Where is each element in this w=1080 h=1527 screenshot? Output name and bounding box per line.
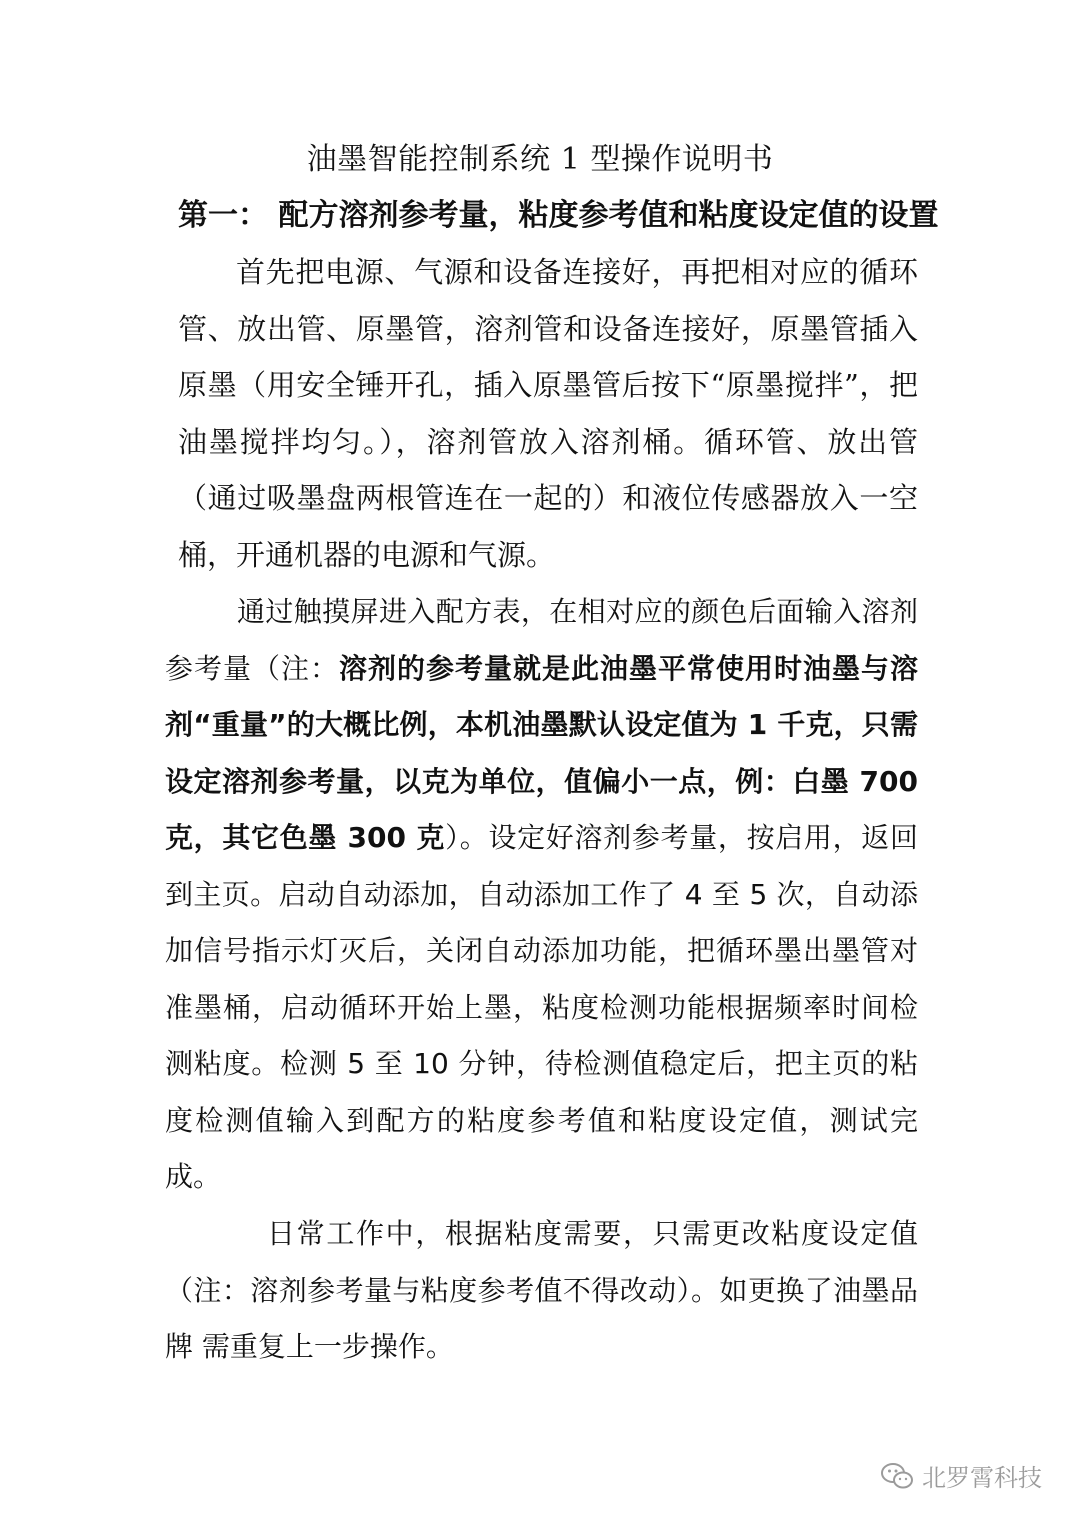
paragraph-formula-text: 通过触摸屏进入配方表，在相对应的颜色后面输入溶剂参考量（注：: [165, 595, 918, 685]
section-heading: 第一： 配方溶剂参考量，粘度参考值和粘度设定值的设置: [178, 198, 939, 233]
paragraph-setup: 首先把电源、气源和设备连接好，再把相对应的循环管、放出管、原墨管，溶剂管和设备连接好，原墨管插入原墨（用安全锤开孔，插入原墨管后按下“原墨搅拌”，把油墨搅拌均匀。），溶剂管放入溶剂桶。循环管、放出管（通过吸墨盘两根管连在一起的）和液位传感器放入一空桶，开通机器的电源和气源。: [178, 255, 918, 572]
paragraph-formula: [165, 584, 918, 1206]
paragraph-formula-text-continued: ）。设定好溶剂参考量，按启用，返回到主页。启动自动添加，自动添加工作了 4 至 5 次，自动添加信号指示灯灭后，关闭自动添加功能，把循环墨出墨管对准墨桶，启动循环开始上墨，粘度检测功能根据频率时间检测粘度。检测 5 至 10 分钟，待检测值稳定后，把主页的粘度检测值输入到配方的粘度参考值和粘度设定值，测试完成。: [165, 821, 918, 1193]
wechat-icon: [880, 1461, 914, 1491]
watermark: [880, 1458, 1042, 1493]
paragraph-daily: 日常工作中，根据粘度需要，只需更改粘度设定值（注：溶剂参考量与粘度参考值不得改动）。如更换了油墨品牌 需重复上一步操作。: [165, 1217, 918, 1363]
paragraph-formula-note: 溶剂的参考量就是此油墨平常使用时油墨与溶剂“重量”的大概比例，本机油墨默认设定值为 1 千克，只需设定溶剂参考量，以克为单位，值偏小一点，例：白墨 700 克，其它色墨 300 克: [165, 651, 918, 854]
watermark-label: 北罗霄科技: [922, 1464, 1042, 1492]
document-title: 油墨智能控制系统 1 型操作说明书: [306, 142, 774, 177]
